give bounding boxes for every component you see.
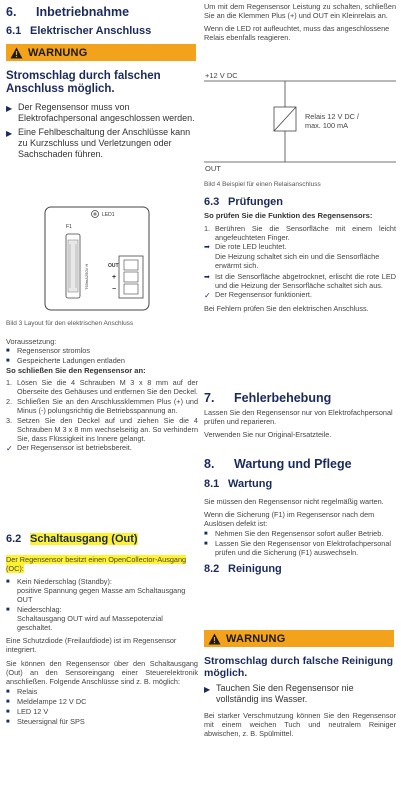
bullet-icon: ■: [204, 531, 208, 537]
fuse-label: F1: [66, 224, 72, 230]
section-7-parts-text: Verwenden Sie nur Original-Ersatzteile.: [204, 430, 332, 439]
output-state-item: ■ Niederschlag: Schaltausgang OUT wird auf Massepotenzial geschaltet.: [6, 605, 163, 632]
list-item: ■ LED 12 V: [6, 707, 49, 716]
cleaning-text: Bei starker Verschmutzung können Sie den Regensensor mit einem weichen Tuch und neutralem Reiniger abwischen, z. B. Spülmittel.: [204, 711, 396, 738]
relay-spec-line1: Relais 12 V DC /: [305, 112, 359, 121]
step-result: ✓ Der Regensensor ist betriebsbereit.: [6, 443, 132, 453]
figure-3-caption: Bild 3 Layout für den elektrischen Anschluss: [6, 320, 134, 327]
relay-intro-text: Um mit dem Regensensor Leistung zu schalten, schließen Sie an die Klemmen Plus (+) und OUT ein Kleinrelais an.: [204, 2, 396, 20]
section-6-3-heading: 6.3 Prüfungen: [204, 196, 283, 208]
check-steps: [204, 224, 396, 300]
bullet-icon: ■: [6, 348, 10, 354]
warning-title: Stromschlag durch falschen Anschluss möglich.: [6, 70, 161, 95]
check-title: So prüfen Sie die Funktion des Regensensors:: [204, 211, 373, 220]
warning-bar: [6, 44, 196, 61]
bullet-icon: ■: [6, 358, 10, 364]
out-terminal-label: OUT: [108, 263, 119, 269]
relay-connection-figure: [204, 70, 396, 175]
minus-terminal-label: −: [112, 286, 117, 293]
list-item: ■ Nehmen Sie den Regensensor sofort außer Betrieb.: [204, 529, 384, 538]
relay-spec-line2: max. 100 mA: [305, 121, 348, 130]
check-icon: ✓: [6, 444, 13, 453]
check-fail-text: Bei Fehlern prüfen Sie den elektrischen Anschluss.: [204, 304, 369, 313]
connections-list: [6, 687, 198, 727]
bullet-icon: ■: [6, 579, 10, 585]
arrow-icon: ➡: [204, 274, 210, 281]
result-item: Die Heizung schaltet sich ein und die Sensorfläche erwärmt sich.: [215, 252, 380, 270]
section-8-1-text: Sie müssen den Regensensor nicht regelmäßig warten.: [204, 497, 384, 506]
led-label: LED1: [102, 212, 115, 218]
arrow-icon: ➡: [204, 244, 210, 251]
connect-steps: [6, 378, 198, 453]
list-item: ■ Lassen Sie den Regensensor von Elektrofachpersonal prüfen und die Sicherung (F1) auswechseln.: [204, 539, 392, 557]
list-item: ■ Gespeicherte Ladungen entladen: [6, 356, 125, 365]
led-text: Wenn die LED rot aufleuchtet, muss das angeschlossene Relais ebenfalls reagieren.: [204, 24, 390, 42]
warning-item: ▶ Der Regensensor muss von Elektrofachpersonal angeschlossen werden.: [6, 102, 195, 123]
warning-triangle-icon: [10, 47, 23, 59]
arrow-icon: ▶: [6, 129, 13, 138]
connect-title: So schließen Sie den Regensensor an:: [6, 366, 146, 375]
result-item: ➡ Ist die Sensorfläche abgetrocknet, erlischt die rote LED und die Heizung der Sensorfläche schaltet sich aus.: [204, 272, 396, 290]
fuse-list: [204, 529, 396, 557]
section-6-2-intro: Der Regensensor besitzt einen OpenCollector-Ausgang (OC):: [6, 555, 187, 573]
prerequisite-list: [6, 346, 198, 366]
warning-item: ▶ Tauchen Sie den Regensensor nie vollständig ins Wasser.: [204, 683, 354, 704]
diode-text: Eine Schutzdiode (Freilaufdiode) ist im Regensensor integriert.: [6, 636, 177, 654]
section-7-heading: 7. Fehlerbehebung: [204, 391, 332, 405]
section-6-heading: 6. Inbetriebnahme: [6, 5, 130, 19]
list-item: ■ Meldelampe 12 V DC: [6, 697, 87, 706]
bullet-icon: ■: [6, 607, 10, 613]
warning-label: WARNUNG: [226, 632, 286, 645]
section-7-text: Lassen Sie den Regensensor nur von Elektrofachpersonal prüfen und reparieren.: [204, 408, 393, 426]
vdc-label: +12 V DC: [205, 71, 238, 80]
section-6-2-heading: 6.2 Schaltausgang (Out): [6, 533, 138, 545]
step-item: 1. Lösen Sie die 4 Schrauben M 3 x 8 mm auf der Oberseite des Gehäuses und entfernen Sie den Deckel.: [6, 378, 198, 396]
out-label: OUT: [205, 164, 221, 173]
cleaning-warning-list: [204, 683, 396, 705]
result-item: ✓ Der Regensensor funktioniert.: [204, 290, 312, 300]
arrow-icon: ▶: [6, 104, 13, 113]
section-8-heading: 8. Wartung und Pflege: [204, 457, 352, 471]
bullet-icon: ■: [6, 689, 10, 695]
fuse-title: Wenn die Sicherung (F1) im Regensensor nach dem Auslösen defekt ist:: [204, 510, 375, 528]
warning-item: ▶ Eine Fehlbeschaltung der Anschlüsse kann zu Kurzschluss und Verletzungen oder Sachschaden führen.: [6, 127, 191, 159]
section-8-1-heading: 8.1 Wartung: [204, 478, 273, 490]
plus-terminal-label: +: [112, 274, 117, 281]
warning-triangle-icon: [208, 633, 221, 645]
figure-4-caption: Bild 4 Beispiel für einen Relaisanschluss: [204, 181, 321, 188]
output-state-item: ■ Kein Niederschlag (Standby): positive Spannung gegen Masse am Schaltausgang OUT: [6, 577, 186, 604]
step-item: 3. Setzen Sie den Deckel auf und ziehen Sie die 4 Schrauben M 3 x 8 mm wechselseitig an. So verhindern Sie, dass Flüssigkeit ins Innere gelangt.: [6, 416, 198, 443]
warning-list: [6, 102, 196, 160]
cleaning-warning-bar: [204, 630, 394, 647]
warning-label: WARNUNG: [28, 46, 88, 59]
list-item: ■ Steuersignal für SPS: [6, 717, 85, 726]
section-8-2-heading: 8.2 Reinigung: [204, 563, 282, 575]
cleaning-warning-title: Stromschlag durch falsche Reinigung möglich.: [204, 655, 394, 679]
list-item: ■ Relais: [6, 687, 38, 696]
result-item: ➡ Die rote LED leuchtet.: [204, 242, 287, 251]
bullet-icon: ■: [6, 719, 10, 725]
arrow-icon: ▶: [204, 685, 211, 694]
connection-layout-figure: [44, 206, 150, 311]
fuse-rating-text: T63mA250V H: [84, 263, 89, 290]
output-states-list: [6, 577, 198, 632]
control-text: Sie können den Regensensor über den Schaltausgang (Out) an den Sensoreingang einer Steuerelektronik anschließen. Folgende Anschlüsse sind z. B. möglich:: [6, 659, 198, 686]
step-item: 2. Schließen Sie an den Anschlussklemmen Plus (+) und Minus (-) polungsrichtig die Betriebsspannung an.: [6, 397, 198, 415]
list-item: ■ Regensensor stromlos: [6, 346, 91, 355]
bullet-icon: ■: [6, 699, 10, 705]
prerequisite-title: Voraussetzung:: [6, 337, 57, 346]
check-icon: ✓: [204, 291, 211, 300]
section-6-1-heading: 6.1 Elektrischer Anschluss: [6, 25, 152, 37]
bullet-icon: ■: [204, 541, 208, 547]
step-item: 1. Berühren Sie die Sensorfläche mit einem leicht angefeuchteten Finger.: [204, 224, 396, 242]
bullet-icon: ■: [6, 709, 10, 715]
